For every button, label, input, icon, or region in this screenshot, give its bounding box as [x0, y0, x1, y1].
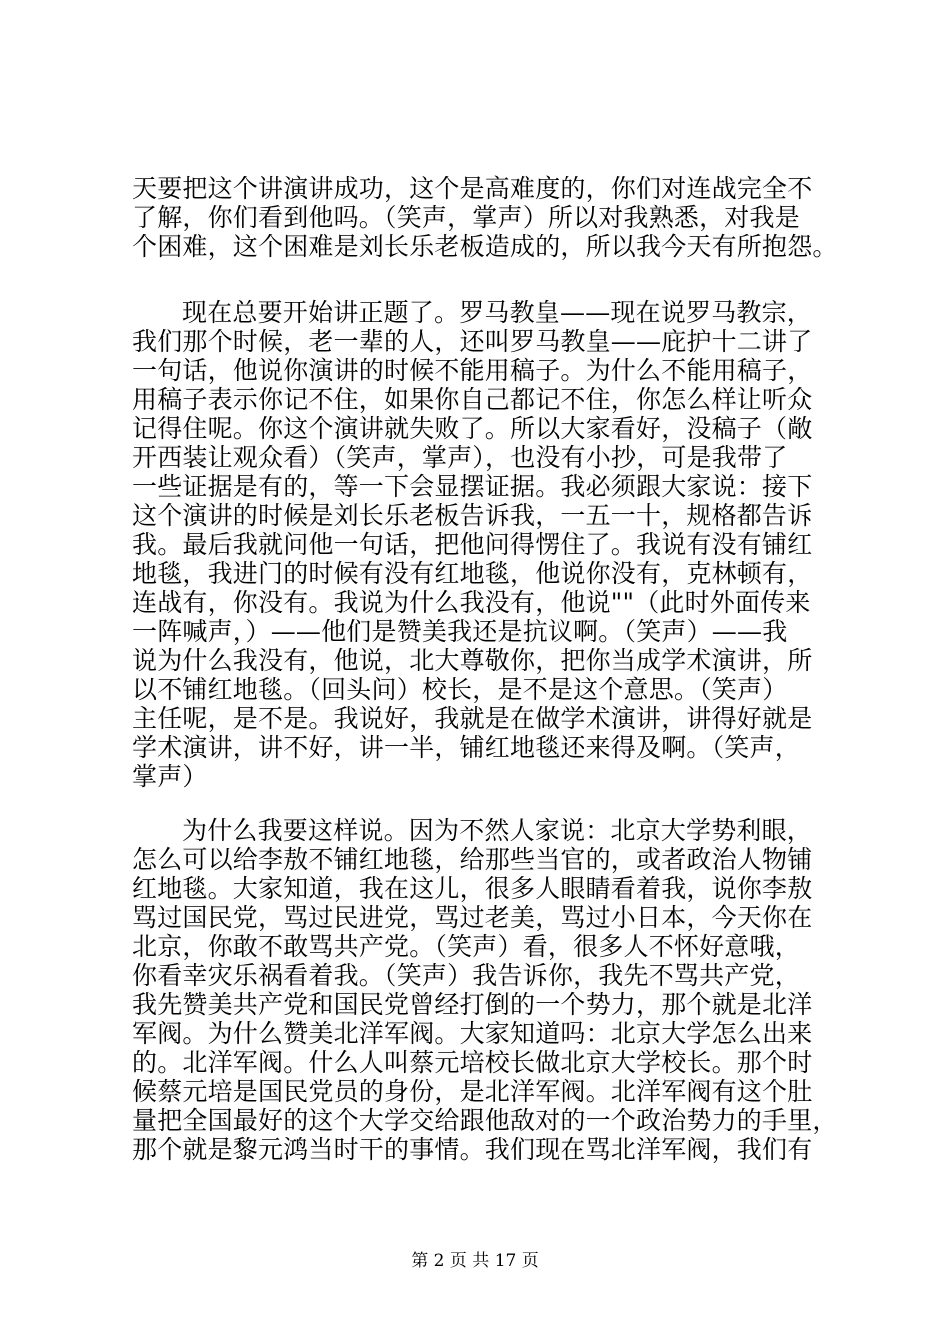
text-line: 一些证据是有的，等一下会显摆证据。我必须跟大家说：接下: [132, 472, 813, 501]
text-line: 连战有，你没有。我说为什么我没有，他说""（此时外面传来: [132, 588, 811, 617]
paragraph-1: [132, 174, 852, 261]
text-line: 怎么可以给李敖不铺红地毯，给那些当官的，或者政治人物铺: [132, 845, 813, 874]
paragraph-2: [132, 298, 852, 791]
text-line: 红地毯。大家知道，我在这儿，很多人眼睛看着我，说你李敖: [132, 874, 813, 903]
text-line: 说为什么我没有，他说，北大尊敬你，把你当成学术演讲，所: [132, 646, 813, 675]
text-line: 天要把这个讲演讲成功，这个是高难度的，你们对连战完全不: [132, 174, 813, 203]
paragraph-3: [132, 816, 852, 1164]
text-line: 开西装让观众看）（笑声，掌声），也没有小抄，可是我带了: [132, 443, 788, 472]
text-line: 量把全国最好的这个大学交给跟他敌对的一个政治势力的手里，: [132, 1106, 838, 1135]
text-line: 一阵喊声，）——他们是赞美我还是抗议啊。（笑声）——我: [132, 617, 788, 646]
text-line: 我。最后我就问他一句话，把他问得愣住了。我说有没有铺红: [132, 530, 813, 559]
text-line: 的。北洋军阀。什么人叫蔡元培校长做北京大学校长。那个时: [132, 1048, 813, 1077]
text-line: 现在总要开始讲正题了。罗马教皇——现在说罗马教宗，: [182, 298, 813, 327]
text-line: 北京，你敢不敢骂共产党。（笑声）看，很多人不怀好意哦，: [132, 932, 800, 961]
text-line: 你看幸灾乐祸看着我。（笑声）我告诉你，我先不骂共产党，: [132, 961, 800, 990]
text-line: 了解，你们看到他吗。（笑声，掌声）所以对我熟悉，对我是: [132, 203, 800, 232]
text-line: 学术演讲，讲不好，讲一半，铺红地毯还来得及啊。（笑声，: [132, 733, 800, 762]
text-line: 掌声）: [132, 762, 208, 791]
text-line: 个困难，这个困难是刘长乐老板造成的，所以我今天有所抱怨。: [132, 232, 838, 261]
text-line: 一句话，他说你演讲的时候不能用稿子。为什么不能用稿子，: [132, 356, 813, 385]
text-line: 我们那个时候，老一辈的人，还叫罗马教皇——庇护十二讲了: [132, 327, 813, 356]
text-line: 那个就是黎元鸿当时干的事情。我们现在骂北洋军阀，我们有: [132, 1135, 813, 1164]
text-line: 候蔡元培是国民党员的身份，是北洋军阀。北洋军阀有这个肚: [132, 1077, 813, 1106]
text-line: 记得住呢。你这个演讲就失败了。所以大家看好，没稿子（敞: [132, 414, 813, 443]
text-line: 军阀。为什么赞美北洋军阀。大家知道吗：北京大学怎么出来: [132, 1019, 813, 1048]
text-line: 这个演讲的时候是刘长乐老板告诉我，一五一十，规格都告诉: [132, 501, 813, 530]
text-line: 用稿子表示你记不住，如果你自己都记不住，你怎么样让听众: [132, 385, 813, 414]
text-line: 我先赞美共产党和国民党曾经打倒的一个势力，那个就是北洋: [132, 990, 813, 1019]
text-line: 骂过国民党，骂过民进党，骂过老美，骂过小日本，今天你在: [132, 903, 813, 932]
text-line: 主任呢，是不是。我说好，我就是在做学术演讲，讲得好就是: [132, 704, 813, 733]
text-line: 以不铺红地毯。（回头问）校长，是不是这个意思。（笑声）: [132, 675, 788, 704]
text-line: 地毯，我进门的时候有没有红地毯，他说你没有，克林顿有，: [132, 559, 813, 588]
text-line: 为什么我要这样说。因为不然人家说：北京大学势利眼，: [182, 816, 813, 845]
page-number-footer: 第 2 页 共 17 页: [411, 1251, 539, 1271]
